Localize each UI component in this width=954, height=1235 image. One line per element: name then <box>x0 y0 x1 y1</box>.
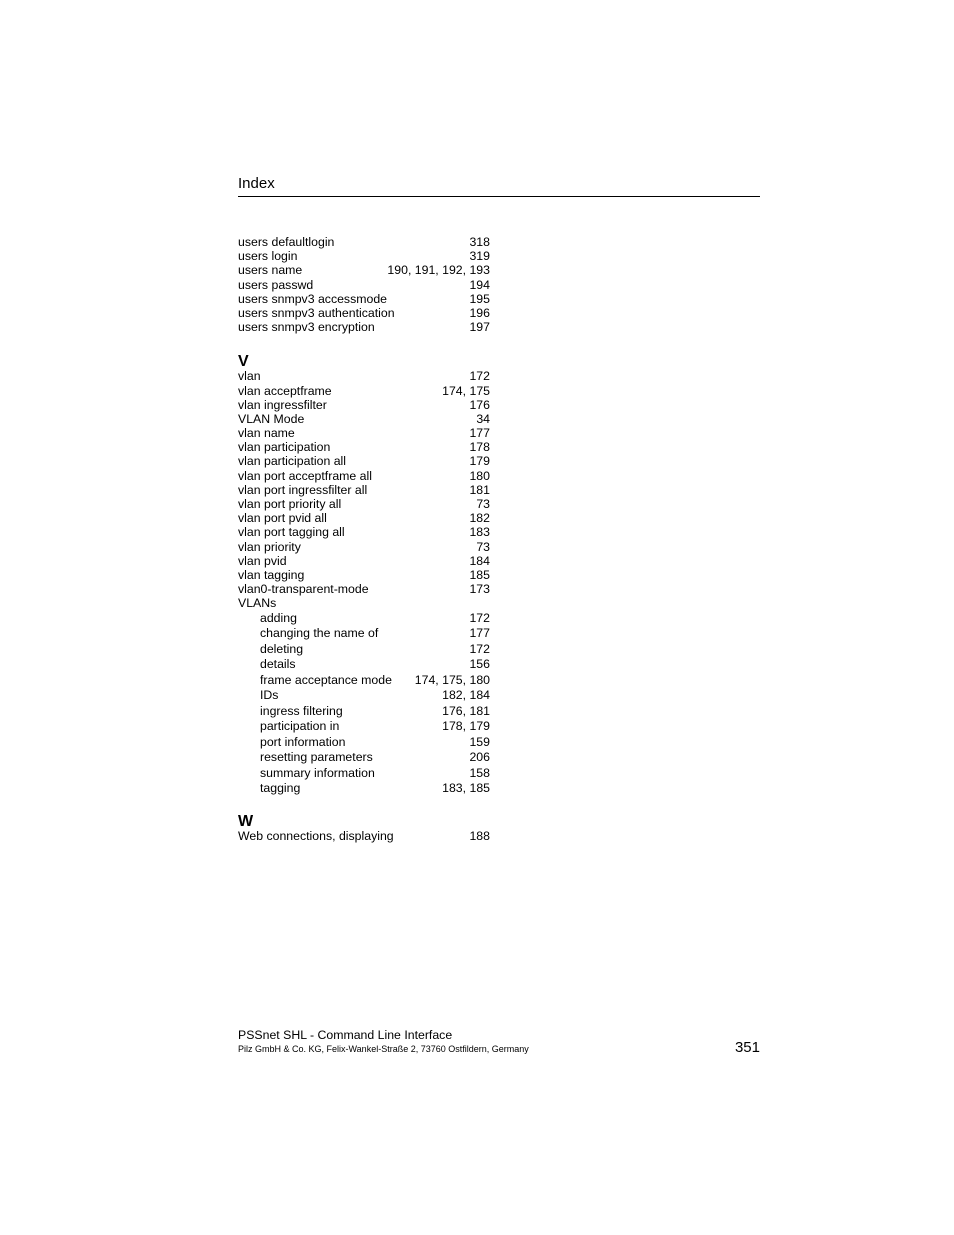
header-divider <box>238 196 760 197</box>
index-pages: 177 <box>469 426 490 441</box>
index-pages: 206 <box>469 750 490 764</box>
index-pages: 184 <box>469 553 490 568</box>
index-subterm: participation in <box>260 719 340 733</box>
index-subentry <box>238 750 490 766</box>
index-entry <box>238 235 490 249</box>
index-entry <box>238 582 490 596</box>
index-term: Web connections, displaying <box>238 828 394 843</box>
index-subterm: adding <box>260 610 297 625</box>
index-entry <box>238 469 490 483</box>
index-subterm: deleting <box>260 641 304 656</box>
index-term: vlan port pvid all <box>238 511 327 526</box>
index-pages: 178, 179 <box>442 719 490 733</box>
index-list <box>238 235 490 843</box>
page-number: 351 <box>734 1039 760 1056</box>
index-subentry <box>238 719 490 735</box>
index-subentry <box>238 642 490 658</box>
index-pages: 318 <box>469 235 490 249</box>
index-pages: 176, 181 <box>442 703 490 718</box>
index-term: vlan0-transparent-mode <box>238 582 369 597</box>
index-term: users name <box>238 263 303 278</box>
index-subentry <box>238 781 490 797</box>
index-subentry <box>238 626 490 642</box>
index-entry <box>238 426 490 440</box>
index-pages: 194 <box>469 277 490 292</box>
index-section-u <box>238 235 490 334</box>
index-entry <box>238 454 490 468</box>
index-subterm: details <box>260 657 296 671</box>
index-pages: 174, 175, 180 <box>414 672 490 687</box>
section-letter-v: V <box>238 353 249 371</box>
index-subentry <box>238 766 490 782</box>
index-pages: 196 <box>469 305 490 320</box>
index-term: vlan priority <box>238 539 301 554</box>
index-pages: 34 <box>476 411 490 426</box>
index-entry <box>238 278 490 292</box>
index-term: vlan acceptframe <box>238 383 332 398</box>
index-pages: 195 <box>469 291 490 306</box>
index-subterm: frame acceptance mode <box>260 672 392 687</box>
index-term: vlan port priority all <box>238 497 342 511</box>
index-entry <box>238 540 490 554</box>
index-pages: 197 <box>469 320 490 335</box>
index-entry <box>238 497 490 511</box>
index-entry <box>238 306 490 320</box>
index-term: users snmpv3 authentication <box>238 305 395 320</box>
index-pages: 177 <box>469 626 490 640</box>
index-section-v <box>238 355 490 796</box>
index-subterm: tagging <box>260 781 301 795</box>
index-term: users passwd <box>238 277 314 292</box>
index-pages: 190, 191, 192, 193 <box>387 263 490 278</box>
index-pages: 181 <box>469 482 490 497</box>
index-term: vlan port tagging all <box>238 525 345 540</box>
index-pages: 173 <box>469 582 490 597</box>
index-term: users defaultlogin <box>238 235 335 249</box>
index-term: VLAN Mode <box>238 411 305 426</box>
index-term: users snmpv3 encryption <box>238 320 375 335</box>
index-pages: 158 <box>469 765 490 780</box>
index-entry <box>238 369 490 383</box>
index-term: users login <box>238 249 298 264</box>
section-spacer <box>238 334 490 355</box>
index-subentry <box>238 688 490 704</box>
index-pages: 188 <box>469 828 490 843</box>
index-subentry <box>238 704 490 720</box>
index-term: vlan participation <box>238 440 331 455</box>
index-pages: 179 <box>469 454 490 469</box>
index-entry <box>238 384 490 398</box>
index-pages: 180 <box>469 468 490 483</box>
index-pages: 183, 185 <box>442 781 490 795</box>
index-subentry <box>238 657 490 673</box>
index-entry <box>238 525 490 539</box>
index-term: vlan name <box>238 426 295 441</box>
index-pages: 172 <box>469 641 490 656</box>
index-term: users snmpv3 accessmode <box>238 291 387 306</box>
index-pages: 73 <box>476 497 490 511</box>
index-term: vlan <box>238 369 261 384</box>
index-subterm: port information <box>260 734 346 749</box>
index-pages: 172 <box>469 369 490 384</box>
footer-address: Pilz GmbH & Co. KG, Felix-Wankel-Straße 2, 73760 Ostfildern, Germany <box>238 1044 529 1054</box>
index-pages: 182, 184 <box>442 688 490 702</box>
index-subterm: summary information <box>260 765 375 780</box>
index-pages: 178 <box>469 440 490 455</box>
index-pages: 176 <box>469 397 490 412</box>
index-subterm: changing the name of <box>260 626 379 640</box>
index-subentry <box>238 735 490 751</box>
index-pages: 156 <box>469 657 490 671</box>
index-entry <box>238 511 490 525</box>
page-header-title: Index <box>238 175 275 192</box>
index-term: VLANs <box>238 596 277 611</box>
index-subterm: ingress filtering <box>260 703 343 718</box>
index-term: vlan port ingressfilter all <box>238 482 368 497</box>
index-term: vlan ingressfilter <box>238 397 327 412</box>
section-spacer <box>238 797 490 815</box>
index-entry <box>238 412 490 426</box>
index-subentry <box>238 673 490 689</box>
index-pages: 319 <box>469 249 490 264</box>
index-entry <box>238 320 490 334</box>
index-section-w <box>238 812 490 843</box>
index-pages: 73 <box>476 539 490 554</box>
index-pages: 172 <box>469 610 490 625</box>
index-pages: 185 <box>469 567 490 582</box>
index-entry <box>238 440 490 454</box>
index-subterm: resetting parameters <box>260 750 373 764</box>
index-entry <box>238 292 490 306</box>
index-pages: 183 <box>469 525 490 540</box>
index-entry <box>238 263 490 277</box>
index-term: vlan port acceptframe all <box>238 468 372 483</box>
index-entry <box>238 483 490 497</box>
index-term: vlan tagging <box>238 567 305 582</box>
index-subterm: IDs <box>260 688 279 702</box>
index-entry <box>238 596 490 610</box>
index-entry <box>238 398 490 412</box>
index-term: vlan pvid <box>238 553 287 568</box>
index-subentry <box>238 611 490 627</box>
index-entry <box>238 568 490 582</box>
index-pages: 174, 175 <box>442 383 490 398</box>
index-term: vlan participation all <box>238 454 347 469</box>
index-pages: 182 <box>469 511 490 526</box>
index-entry <box>238 249 490 263</box>
section-letter-w: W <box>238 812 254 830</box>
footer-document-title: PSSnet SHL - Command Line Interface <box>238 1028 453 1042</box>
index-entry <box>238 554 490 568</box>
index-entry <box>238 829 490 843</box>
index-pages: 159 <box>469 734 490 749</box>
